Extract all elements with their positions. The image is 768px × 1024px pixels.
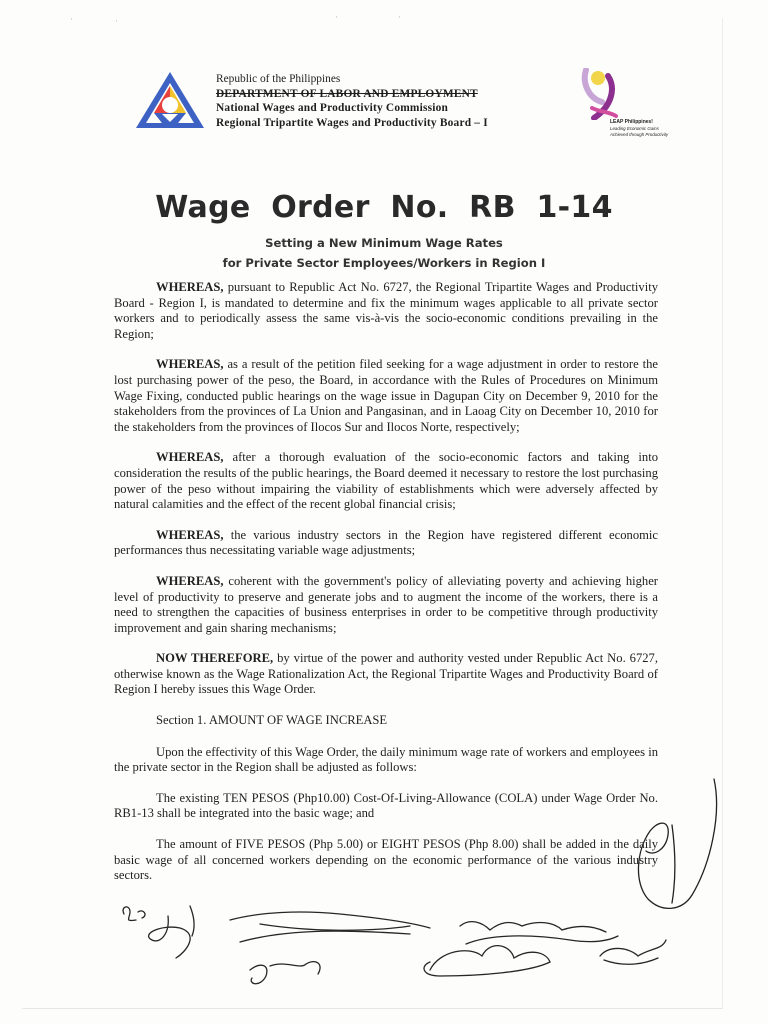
paragraph-text: as a result of the petition filed seeking for a wage adjustment in order to restore the lost purchasing power of the peso, the Board, in accordance with the Rules of Procedures on Minimum Wage Fixing, conducted public hearings on the wage issue in Dagupan City on December 9, 2010 for the stakeholders from the provinces of La Union and Pangasinan, and in Laoag City on December 10, 2010 for the stakeholders from the provinces of Ilocos Sur and Ilocos Norte, respectively;	[114, 357, 658, 434]
whereas-paragraph	[114, 357, 658, 435]
section-item: The amount of FIVE PESOS (Php 5.00) or EIGHT PESOS (Php 8.00) shall be added in the daily basic wage of all concerned workers depending on the economic performance of the various industry sectors.	[114, 837, 658, 883]
whereas-paragraph	[114, 450, 658, 512]
dole-logo	[134, 70, 206, 130]
paragraph-text: coherent with the government's policy of alleviating poverty and achieving higher level of productivity to preserve and generate jobs and to augment the income of the workers, there is a need to strengthen the capacities of business enterprises in order to be competitive through productivity improvement and gain sharing mechanisms;	[114, 573, 658, 635]
wage-order-subtitle-1: Setting a New Minimum Wage Rates	[265, 236, 503, 250]
whereas-paragraph	[114, 280, 658, 342]
paragraph-lead: WHEREAS,	[156, 357, 224, 372]
paragraph-lead: NOW THEREFORE,	[156, 651, 274, 666]
paragraph-lead: WHEREAS,	[156, 573, 224, 588]
paragraph-text: pursuant to Republic Act No. 6727, the Regional Tripartite Wages and Productivity Board - Region I, is mandated to determine and fix the minimum wages applicable to all private sector workers and to periodically assess the same vis-à-vis the socio-economic conditions prevailing in the Region;	[114, 280, 658, 341]
paragraph-lead: WHEREAS,	[156, 450, 224, 465]
punch-mark: ·	[335, 12, 338, 22]
whereas-paragraph	[114, 528, 658, 559]
section-intro: Upon the effectivity of this Wage Order, the daily minimum wage rate of workers and employees in the private sector in the Region shall be adjusted as follows:	[114, 744, 658, 775]
paragraph-lead: WHEREAS,	[156, 527, 224, 542]
section-item: The existing TEN PESOS (Php10.00) Cost-Of-Living-Allowance (COLA) under Wage Order No. RB1-13 shall be integrated into the basic wage; and	[114, 790, 658, 821]
signatures	[110, 900, 690, 1015]
wage-order-title: Wage Order No. RB 1-14	[155, 190, 613, 225]
header-line-republic: Republic of the Philippines	[216, 73, 341, 85]
agency-header	[216, 72, 488, 130]
header-line-commission: National Wages and Productivity Commission	[216, 102, 449, 114]
punch-mark: ·	[70, 14, 73, 24]
document-body	[114, 280, 658, 899]
now-therefore-paragraph	[114, 651, 658, 698]
leap-tagline: Leading Economic Gains Achieved through Productivity	[610, 126, 669, 137]
punch-mark: ·	[398, 12, 401, 22]
punch-mark: ·	[115, 16, 118, 26]
paragraph-text: the various industry sectors in the Region have registered different economic performances thus necessitating variable wage adjustments;	[114, 527, 658, 558]
header-line-department: DEPARTMENT OF LABOR AND EMPLOYMENT	[216, 87, 478, 100]
header-line-board: Regional Tripartite Wages and Productivity Board – I	[216, 116, 488, 129]
wage-order-subtitle-2: for Private Sector Employees/Workers in Region I	[222, 256, 546, 270]
paragraph-lead: WHEREAS,	[156, 280, 224, 294]
paragraph-text: by virtue of the power and authority vested under Republic Act No. 6727, otherwise known as the Wage Rationalization Act, the Regional Tripartite Wages and Productivity Board of Region I hereby issues this Wage Order.	[114, 651, 658, 697]
leap-title: LEAP Philippines!	[610, 119, 653, 125]
leap-logo	[580, 68, 620, 120]
signature-loop	[632, 775, 728, 915]
paragraph-text: after a thorough evaluation of the socio-economic factors and taking into consideration the results of the public hearings, the Board deemed it necessary to restore the lost purchasing power of the peso without impairing the viability of establishments which were adversely affected by natural calamities and the effect of the recent global financial crisis;	[114, 450, 658, 512]
section-heading: Section 1. AMOUNT OF WAGE INCREASE	[156, 713, 388, 728]
whereas-paragraph	[114, 574, 658, 636]
